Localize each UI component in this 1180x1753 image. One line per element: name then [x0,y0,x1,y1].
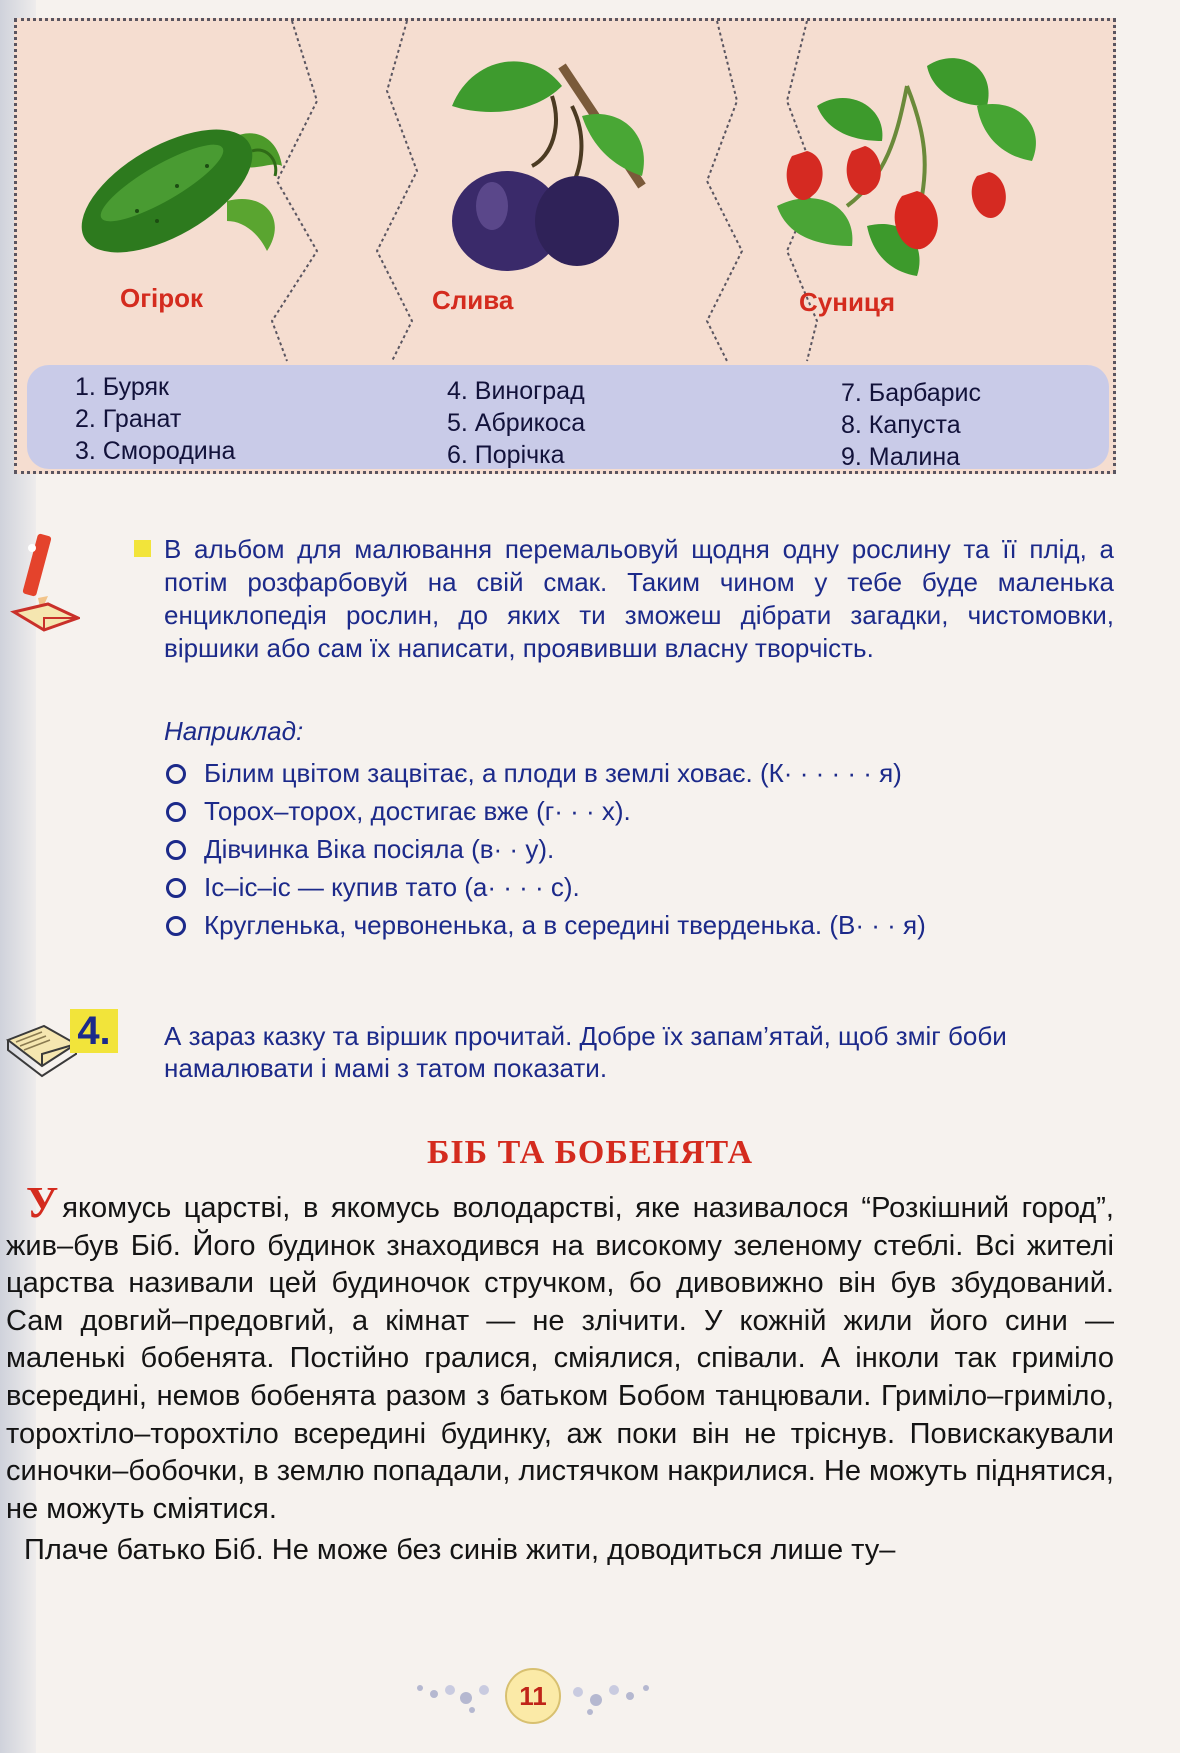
drop-cap: У [26,1178,59,1227]
yellow-bullet-icon [134,540,151,557]
plant-list-column-3 [841,377,981,473]
riddle-item: Дівчинка Віка посіяла (в· · у). [164,830,1124,868]
story-body [6,1178,1114,1570]
example-label: Наприклад: [164,716,304,746]
plant-list-item: 7. Барбарис [841,379,982,407]
open-book-icon [4,1010,80,1080]
circle-bullet-icon [166,802,186,822]
circle-bullet-icon [166,840,186,860]
plants-list-band [27,365,1109,469]
circle-bullet-icon [166,878,186,898]
plant-list-column-2 [447,375,585,471]
assignment-text: В альбом для малювання перемальовуй щодня одну рослину та її плід, а потім розфарбовуй на свій смак. Таким чином у тебе буде маленька енциклопедія рослин, до яких ти зможеш дібрати загадки, чистомовки, віршики або сам їх написати, проявивши власну творчість. [164,534,1114,663]
circle-bullet-icon [166,916,186,936]
strawberry-icon [757,46,1077,286]
plant-list-item: 8. Капуста [841,411,961,439]
label-plum: Слива [432,285,514,315]
task-text: А зараз казку та віршик прочитай. Добре їх запам’ятай, щоб зміг боби намалювати і мамі з татом показати. [164,1021,1007,1083]
plant-list-item: 5. Абрикоса [447,409,586,437]
plants-panel [14,18,1116,474]
riddle-item: Торох–торох, достигає вже (г· · · х). [164,792,1124,830]
riddle-item: Кругленька, червоненька, а в середині тверденька. (В· · · я) [164,906,1124,944]
plant-list-item: 4. Виноград [447,377,585,405]
plum-icon [412,46,672,276]
pencil-book-icon [8,528,80,640]
bubbles-left-icon [410,1676,500,1716]
plant-list-item: 2. Гранат [75,405,182,433]
plant-list-item: 9. Малина [841,443,961,471]
story-paragraph: Уякомусь царстві, в якомусь володарстві, яке називалося “Розкішний город”, жив–був Біб. Його будинок знаходився на високому зеленому стеблі. Всі жителі царства називали цей будиночок стручком, бо дивовижно він був збудований. Сам довгий–предовгий, а кімнат — не злічити. У кожній жили його сини — маленькі бобенята. Постійно гралися, сміялися, співали. А інколи так гриміло всередині, немов бобенята разом з батьком Бобом танцювали. Гриміло–гриміло, торохтіло–торохтіло всередині будинку, аж поки він не тріснув. Повискакували синочки–бобочки, в землю попадали, листячком накрилися. Не можуть піднятися, не можуть сміятися. [6,1178,1114,1525]
page-number: 11 [505,1668,561,1724]
plant-list-item: 3. Смородина [75,437,236,465]
circle-bullet-icon [166,764,186,784]
cucumber-icon [67,91,297,271]
riddle-item: Білим цвітом зацвітає, а плоди в землі ховає. (К· · · · · · я) [164,754,1124,792]
label-strawberry: Суниця [799,287,896,317]
label-cucumber: Огірок [120,283,204,313]
story-title: БІБ ТА БОБЕНЯТА [426,1134,754,1171]
plant-list-column-1 [75,371,235,467]
bubbles-right-icon [566,1676,656,1716]
riddle-list [164,754,1124,944]
plant-list-item: 6. Порічка [447,441,565,469]
story-paragraph: Плаче батько Біб. Не може без синів жити, доводиться лише ту– [24,1534,896,1567]
plant-list-item: 1. Буряк [75,373,169,401]
task-number: 4. [70,1009,118,1053]
riddle-item: Іс–іс–іс — купив тато (а· · · · с). [164,868,1124,906]
